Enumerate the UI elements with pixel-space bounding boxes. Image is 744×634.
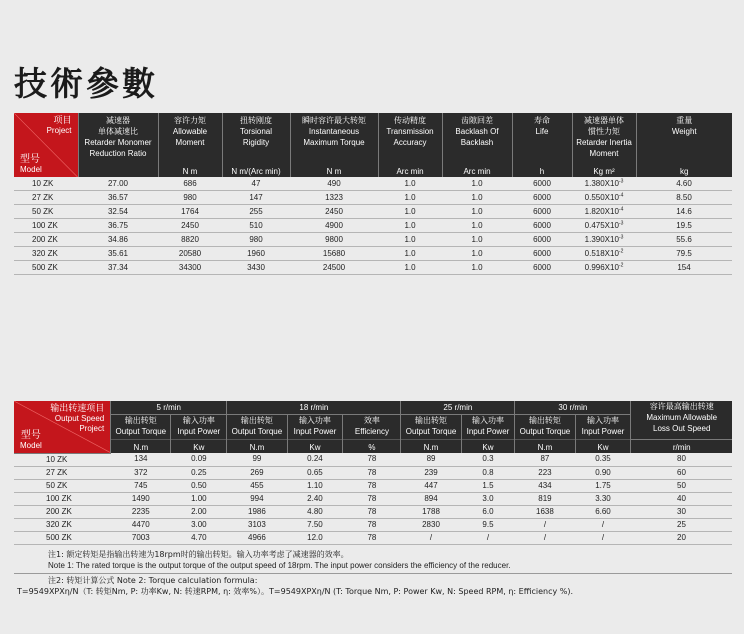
- ratio-cell: 37.34: [78, 261, 158, 275]
- value-cell: 4966: [227, 531, 287, 544]
- value-cell: 78: [343, 479, 401, 492]
- table-row: [14, 233, 732, 247]
- table-row: [14, 191, 732, 205]
- value-cell: 6.0: [461, 505, 515, 518]
- table1-corner-header: [14, 113, 78, 177]
- backlash-cell: 1.0: [442, 261, 512, 275]
- unit-kw: Kw: [171, 440, 227, 454]
- sub-header-efficiency: 效率 Efficiency: [343, 415, 401, 440]
- backlash-cell: 1.0: [442, 191, 512, 205]
- model-cell: 500 ZK: [14, 531, 111, 544]
- inertia-cell: $0.550X10^{-4}$: [572, 191, 636, 205]
- accuracy-cell: 1.0: [378, 247, 442, 261]
- value-cell: /: [401, 531, 461, 544]
- group-header-25rmin: 25 r/min: [401, 401, 515, 415]
- corner2-item-cn: 输出转速项目: [50, 404, 105, 414]
- max-torque-cell: 9800: [290, 233, 378, 247]
- accuracy-cell: 1.0: [378, 177, 442, 191]
- group-header-18rmin: 18 r/min: [227, 401, 401, 415]
- corner2-item-en2: Project: [79, 424, 105, 433]
- max-torque-cell: 4900: [290, 219, 378, 233]
- sub-header-out-torque: 输出转矩 Output Torque: [515, 415, 575, 440]
- unit-nm: N.m: [111, 440, 171, 454]
- value-cell: 372: [111, 466, 171, 479]
- corner-item-cn: 项目: [53, 116, 72, 126]
- note1-cn: 注1: 额定转矩是指输出转速为18rpm时的输出转矩。输入功率考虑了减速器的效率。: [48, 550, 349, 559]
- model-cell: 100 ZK: [14, 219, 78, 233]
- unit-backlash: Arc min: [442, 166, 512, 177]
- moment-cell: 2450: [158, 219, 222, 233]
- unit-kw: Kw: [575, 440, 631, 454]
- corner-model-en: Model: [20, 165, 42, 174]
- value-cell: 1490: [111, 492, 171, 505]
- life-cell: 6000: [512, 261, 572, 275]
- life-cell: 6000: [512, 177, 572, 191]
- unit-kw: Kw: [287, 440, 343, 454]
- life-cell: 6000: [512, 219, 572, 233]
- weight-cell: 4.60: [636, 177, 732, 191]
- unit-nm: N.m: [227, 440, 287, 454]
- moment-cell: 8820: [158, 233, 222, 247]
- group-header-5rmin: 5 r/min: [111, 401, 227, 415]
- table-row: [14, 479, 732, 492]
- weight-cell: 14.6: [636, 205, 732, 219]
- table-row: [14, 205, 732, 219]
- table2-corner-header: [14, 401, 111, 453]
- value-cell: 1986: [227, 505, 287, 518]
- group-header-30rmin: 30 r/min: [515, 401, 631, 415]
- rigidity-cell: 255: [222, 205, 290, 219]
- unit-weight: kg: [636, 166, 732, 177]
- table-row: [14, 261, 732, 275]
- note2-formula: T=9549XPXη/N（T: 转矩Nm, P: 功率Kw, N: 转速RPM, η: 效率%）。T=9549XPXη/N (T: Torque Nm, P: Power Kw, N: Speed RPM, η: Efficiency %).: [17, 587, 574, 596]
- value-cell: 78: [343, 453, 401, 466]
- value-cell: /: [515, 531, 575, 544]
- unit-nm: N.m: [515, 440, 575, 454]
- inertia-cell: $0.475X10^{-3}$: [572, 219, 636, 233]
- table-row: [14, 492, 732, 505]
- model-cell: 50 ZK: [14, 479, 111, 492]
- ratio-cell: 36.57: [78, 191, 158, 205]
- value-cell: 87: [515, 453, 575, 466]
- unit-ratio: [78, 166, 158, 177]
- value-cell: 745: [111, 479, 171, 492]
- unit-rigidity: N m/(Arc min): [222, 166, 290, 177]
- model-cell: 50 ZK: [14, 205, 78, 219]
- model-cell: 200 ZK: [14, 505, 111, 518]
- value-cell: 25: [631, 518, 732, 531]
- model-cell: 10 ZK: [14, 177, 78, 191]
- life-cell: 6000: [512, 233, 572, 247]
- accuracy-cell: 1.0: [378, 261, 442, 275]
- ratio-cell: 27.00: [78, 177, 158, 191]
- value-cell: 89: [401, 453, 461, 466]
- value-cell: /: [575, 531, 631, 544]
- value-cell: 269: [227, 466, 287, 479]
- value-cell: 0.35: [575, 453, 631, 466]
- unit-life: h: [512, 166, 572, 177]
- backlash-cell: 1.0: [442, 233, 512, 247]
- value-cell: 78: [343, 505, 401, 518]
- unit-moment: N m: [158, 166, 222, 177]
- table-row: [14, 453, 732, 466]
- value-cell: 2830: [401, 518, 461, 531]
- value-cell: 12.0: [287, 531, 343, 544]
- value-cell: 2.00: [171, 505, 227, 518]
- value-cell: 2.40: [287, 492, 343, 505]
- ratio-cell: 36.75: [78, 219, 158, 233]
- technical-parameters-table: [14, 113, 732, 275]
- value-cell: 6.60: [575, 505, 631, 518]
- value-cell: 78: [343, 518, 401, 531]
- model-cell: 320 ZK: [14, 518, 111, 531]
- value-cell: 60: [631, 466, 732, 479]
- value-cell: /: [515, 518, 575, 531]
- col-header-ratio: 减速器 单体减速比 Retarder Monomer Reduction Ratio: [78, 113, 158, 166]
- rigidity-cell: 980: [222, 233, 290, 247]
- value-cell: 40: [631, 492, 732, 505]
- value-cell: 434: [515, 479, 575, 492]
- model-cell: 27 ZK: [14, 191, 78, 205]
- inertia-cell: $1.390X10^{-3}$: [572, 233, 636, 247]
- inertia-cell: $0.996X10^{-2}$: [572, 261, 636, 275]
- value-cell: 2235: [111, 505, 171, 518]
- value-cell: 3.30: [575, 492, 631, 505]
- note1-en: Note 1: The rated torque is the output torque of the output speed of 18rpm. The input power considers the efficiency of the reducer.: [48, 561, 511, 570]
- table-row: [14, 505, 732, 518]
- backlash-cell: 1.0: [442, 219, 512, 233]
- value-cell: 1.10: [287, 479, 343, 492]
- corner2-model-cn: 型号: [20, 429, 41, 441]
- table-row: [14, 247, 732, 261]
- value-cell: 0.3: [461, 453, 515, 466]
- col-header-moment: 容许力矩 Allowable Moment: [158, 113, 222, 166]
- col-header-inertia: 减速器单体 惯性力矩 Retarder Inertia Moment: [572, 113, 636, 166]
- rigidity-cell: 47: [222, 177, 290, 191]
- value-cell: 447: [401, 479, 461, 492]
- model-cell: 27 ZK: [14, 466, 111, 479]
- col-header-accuracy: 传动精度 Transmission Accuracy: [378, 113, 442, 166]
- weight-cell: 8.50: [636, 191, 732, 205]
- sub-header-in-power: 输入功率 Input Power: [575, 415, 631, 440]
- inertia-cell: $1.380X10^{-3}$: [572, 177, 636, 191]
- value-cell: 0.90: [575, 466, 631, 479]
- value-cell: 9.5: [461, 518, 515, 531]
- value-cell: 78: [343, 466, 401, 479]
- value-cell: 994: [227, 492, 287, 505]
- model-cell: 500 ZK: [14, 261, 78, 275]
- max-torque-cell: 1323: [290, 191, 378, 205]
- sub-header-in-power: 输入功率 Input Power: [287, 415, 343, 440]
- value-cell: 99: [227, 453, 287, 466]
- accuracy-cell: 1.0: [378, 233, 442, 247]
- value-cell: /: [461, 531, 515, 544]
- corner2-item-en1: Output Speed: [54, 414, 105, 423]
- sub-header-out-torque: 输出转矩 Output Torque: [111, 415, 171, 440]
- moment-cell: 20580: [158, 247, 222, 261]
- sub-header-in-power: 输入功率 Input Power: [171, 415, 227, 440]
- col-header-life: 寿命 Life: [512, 113, 572, 166]
- max-torque-cell: 490: [290, 177, 378, 191]
- value-cell: 80: [631, 453, 732, 466]
- corner-item-en: Project: [46, 126, 72, 135]
- unit-rmin: r/min: [631, 440, 732, 454]
- backlash-cell: 1.0: [442, 177, 512, 191]
- sub-header-in-power: 输入功率 Input Power: [461, 415, 515, 440]
- rigidity-cell: 1960: [222, 247, 290, 261]
- output-speed-table: [14, 401, 732, 545]
- ratio-cell: 32.54: [78, 205, 158, 219]
- weight-cell: 79.5: [636, 247, 732, 261]
- inertia-cell: $1.820X10^{-4}$: [572, 205, 636, 219]
- page-title: 技術參數: [14, 64, 158, 103]
- value-cell: 819: [515, 492, 575, 505]
- value-cell: 30: [631, 505, 732, 518]
- max-torque-cell: 24500: [290, 261, 378, 275]
- table-row: [14, 177, 732, 191]
- value-cell: 223: [515, 466, 575, 479]
- value-cell: 78: [343, 531, 401, 544]
- accuracy-cell: 1.0: [378, 219, 442, 233]
- value-cell: 7003: [111, 531, 171, 544]
- unit-accuracy: Arc min: [378, 166, 442, 177]
- corner-model-cn: 型号: [20, 154, 40, 165]
- unit-kw: Kw: [461, 440, 515, 454]
- backlash-cell: 1.0: [442, 205, 512, 219]
- weight-cell: 55.6: [636, 233, 732, 247]
- value-cell: 0.8: [461, 466, 515, 479]
- value-cell: 4470: [111, 518, 171, 531]
- moment-cell: 34300: [158, 261, 222, 275]
- col-header-max-torque: 瞬时容许最大转矩 Instantaneous Maximum Torque: [290, 113, 378, 166]
- value-cell: 0.25: [171, 466, 227, 479]
- value-cell: 239: [401, 466, 461, 479]
- model-cell: 200 ZK: [14, 233, 78, 247]
- rigidity-cell: 3430: [222, 261, 290, 275]
- model-cell: 100 ZK: [14, 492, 111, 505]
- moment-cell: 980: [158, 191, 222, 205]
- col-header-weight: 重量 Weight: [636, 113, 732, 166]
- value-cell: 4.70: [171, 531, 227, 544]
- value-cell: 3.0: [461, 492, 515, 505]
- rigidity-cell: 510: [222, 219, 290, 233]
- sub-header-out-torque: 输出转矩 Output Torque: [401, 415, 461, 440]
- moment-cell: 1764: [158, 205, 222, 219]
- unit-pct: %: [343, 440, 401, 454]
- moment-cell: 686: [158, 177, 222, 191]
- weight-cell: 154: [636, 261, 732, 275]
- accuracy-cell: 1.0: [378, 205, 442, 219]
- accuracy-cell: 1.0: [378, 191, 442, 205]
- life-cell: 6000: [512, 191, 572, 205]
- rigidity-cell: 147: [222, 191, 290, 205]
- value-cell: 50: [631, 479, 732, 492]
- value-cell: 1.00: [171, 492, 227, 505]
- model-cell: 10 ZK: [14, 453, 111, 466]
- weight-cell: 19.5: [636, 219, 732, 233]
- value-cell: 894: [401, 492, 461, 505]
- value-cell: 78: [343, 492, 401, 505]
- table-row: [14, 518, 732, 531]
- table-row: [14, 531, 732, 544]
- value-cell: /: [575, 518, 631, 531]
- value-cell: 0.09: [171, 453, 227, 466]
- sub-header-out-torque: 输出转矩 Output Torque: [227, 415, 287, 440]
- value-cell: 3.00: [171, 518, 227, 531]
- unit-max-torque: N m: [290, 166, 378, 177]
- table-row: [14, 219, 732, 233]
- value-cell: 1788: [401, 505, 461, 518]
- value-cell: 134: [111, 453, 171, 466]
- backlash-cell: 1.0: [442, 247, 512, 261]
- value-cell: 7.50: [287, 518, 343, 531]
- inertia-cell: $0.518X10^{-2}$: [572, 247, 636, 261]
- value-cell: 3103: [227, 518, 287, 531]
- life-cell: 6000: [512, 247, 572, 261]
- value-cell: 0.24: [287, 453, 343, 466]
- col-header-max-speed: 容许最高输出转速 Maximum Allowable Loss Out Speed: [631, 401, 732, 440]
- life-cell: 6000: [512, 205, 572, 219]
- col-header-rigidity: 扭转刚度 Torsional Rigidity: [222, 113, 290, 166]
- max-torque-cell: 15680: [290, 247, 378, 261]
- value-cell: 455: [227, 479, 287, 492]
- value-cell: 0.50: [171, 479, 227, 492]
- value-cell: 4.80: [287, 505, 343, 518]
- unit-inertia: Kg m²: [572, 166, 636, 177]
- max-torque-cell: 2450: [290, 205, 378, 219]
- value-cell: 1638: [515, 505, 575, 518]
- table-row: [14, 466, 732, 479]
- corner2-model-en: Model: [20, 440, 42, 450]
- notes-divider: [14, 573, 732, 574]
- value-cell: 1.75: [575, 479, 631, 492]
- notes-section: [14, 549, 732, 597]
- ratio-cell: 35.61: [78, 247, 158, 261]
- note2-title: 注2: 转矩计算公式 Note 2: Torque calculation formula:: [48, 576, 258, 585]
- model-cell: 320 ZK: [14, 247, 78, 261]
- value-cell: 20: [631, 531, 732, 544]
- col-header-backlash: 齿隙回差 Backlash Of Backlash: [442, 113, 512, 166]
- unit-nm: N.m: [401, 440, 461, 454]
- value-cell: 0.65: [287, 466, 343, 479]
- value-cell: 1.5: [461, 479, 515, 492]
- ratio-cell: 34.86: [78, 233, 158, 247]
